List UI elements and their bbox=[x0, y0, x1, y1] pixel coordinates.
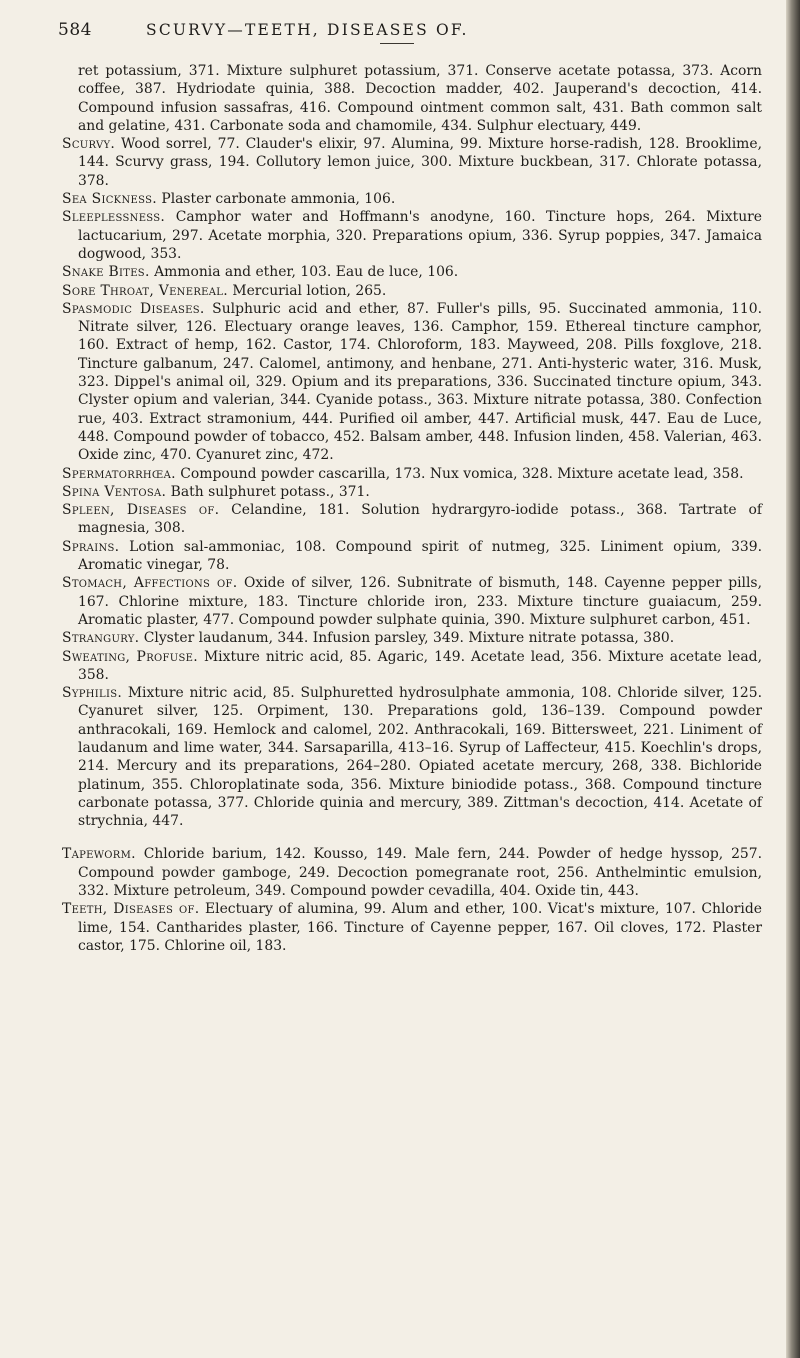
entry-heading: Spleen, Diseases of. bbox=[62, 502, 220, 519]
index-entry-strangury bbox=[62, 629, 762, 647]
entry-text: Sulphuric acid and ether, 87. Fuller's pills, 95. Succinated ammonia, 110. Nitrate silver, 126. Electuary orange leaves, 136. Camphor, 159. Ethereal tincture camphor, 160. Extract of hemp, 162. Castor, 174. Chloroform, 183. Mayweed, 208. Pills foxglove, 218. Tincture galbanum, 247. Calomel, antimony, and henbane, 271. Anti-hysteric water, 316. Musk, 323. Dippel's animal oil, 329. Opium and its preparations, 336. Succinated tincture opium, 343. Clyster opium and valerian, 344. Cyanide potass., 363. Mixture nitrate potassa, 380. Confection rue, 403. Extract stramonium, 444. Purified oil amber, 447. Artificial musk, 447. Eau de Luce, 448. Compound powder of tobacco, 452. Balsam amber, 448. Infusion linden, 458. Valerian, 463. Oxide zinc, 470. Cyanuret zinc, 472. bbox=[78, 300, 762, 464]
entry-heading: Scurvy. bbox=[62, 136, 116, 153]
entry-text: Plaster carbonate ammonia, 106. bbox=[156, 191, 396, 208]
index-entry-syphilis bbox=[62, 684, 762, 830]
entry-heading: Sore Throat, Venereal. bbox=[62, 282, 228, 299]
entry-heading: Spermatorrhœa. bbox=[62, 465, 176, 482]
page-edge-shadow bbox=[786, 0, 800, 1358]
entry-text: Bath sulphuret potass., 371. bbox=[166, 483, 370, 500]
entry-text: Clyster laudanum, 344. Infusion parsley, 349. Mixture nitrate potassa, 380. bbox=[139, 630, 675, 647]
page-header bbox=[58, 20, 762, 50]
entry-text: Mixture nitric acid, 85. Agaric, 149. Acetate lead, 356. Mixture acetate lead, 358. bbox=[78, 648, 762, 683]
entry-text: Wood sorrel, 77. Clauder's elixir, 97. Alumina, 99. Mixture horse-radish, 128. Brooklime, 144. Scurvy grass, 194. Collutory lemon juice, 300. Mixture buckbean, 317. Chlorate potassa, 378. bbox=[78, 136, 762, 189]
entry-text: Mixture nitric acid, 85. Sulphuretted hydrosulphate ammonia, 108. Chloride silver, 125. Cyanuret silver, 125. Orpiment, 130. Preparations gold, 136–139. Compound powder anthracokali, 169. Hemlock and calomel, 202. Anthracokali, 169. Bittersweet, 221. Liniment of laudanum and lime water, 344. Sarsaparilla, 413–16. Syrup of Laffecteur, 415. Koechlin's drops, 214. Mercury and its preparations, 264–280. Opiated acetate mercury, 268, 338. Bichloride platinum, 355. Chloroplatinate soda, 356. Mixture biniodide potass., 368. Compound tincture carbonate potassa, 377. Chloride quinia and mercury, 389. Zittman's decoction, 414. Acetate of strychnia, 447. bbox=[78, 685, 762, 830]
index-entry-sore-throat bbox=[62, 282, 762, 300]
entry-text: Celandine, 181. Solution hydrargyro-iodide potass., 368. Tartrate of magnesia, 308. bbox=[78, 502, 762, 537]
entry-text: Ammonia and ether, 103. Eau de luce, 106. bbox=[149, 264, 459, 281]
entry-text: Mercurial lotion, 265. bbox=[227, 282, 387, 299]
entry-heading: Tapeworm. bbox=[62, 846, 136, 863]
entry-text: Compound powder cascarilla, 173. Nux vomica, 328. Mixture acetate lead, 358. bbox=[175, 465, 744, 482]
entry-heading: Sprains. bbox=[62, 538, 120, 555]
entry-heading: Syphilis. bbox=[62, 685, 123, 702]
entry-heading: Teeth, Diseases of. bbox=[62, 901, 200, 918]
entry-text: Electuary of alumina, 99. Alum and ether, 100. Vicat's mixture, 107. Chloride lime, 154. Cantharides plaster, 166. Tincture of Cayenne pepper, 167. Oil cloves, 172. Plaster castor, 175. Chlorine oil, 183. bbox=[78, 901, 762, 954]
index-entry-teeth bbox=[62, 900, 762, 955]
index-entry-scurvy bbox=[62, 135, 762, 190]
index-entry-spleen bbox=[62, 501, 762, 538]
index-entry-snake-bites bbox=[62, 263, 762, 281]
index-entry-tapeworm bbox=[62, 845, 762, 900]
entry-text: Oxide of silver, 126. Subnitrate of bismuth, 148. Cayenne pepper pills, 167. Chlorine mixture, 183. Tincture chloride iron, 233. Mixture tincture guaiacum, 259. Aromatic plaster, 477. Compound powder sulphate quinia, 390. Mixture sulphuret carbon, 451. bbox=[78, 575, 762, 628]
page-number: 584 bbox=[58, 20, 92, 40]
entry-heading: Sweating, Profuse. bbox=[62, 648, 198, 665]
index-entry: ret potassium, 371. Mixture sulphuret potassium, 371. Conserve acetate potassa, 373. Acorn coffee, 387. Hydriodate quinia, 388. Decoction madder, 402. Jauperand's decoction, 414. Compound infusion sassafras, 416. Compound ointment common salt, 431. Bath common salt and gelatine, 431. Carbonate soda and chamomile, 434. Sulphur electuary, 449. bbox=[78, 63, 762, 134]
index-entry-stomach bbox=[62, 574, 762, 629]
entry-heading: Sea Sickness. bbox=[62, 191, 157, 208]
entry-text: Chloride barium, 142. Kousso, 149. Male fern, 244. Powder of hedge hyssop, 257. Compound powder gamboge, 249. Decoction pomegranate root, 256. Anthelmintic emulsion, 332. Mixture petroleum, 349. Compound powder cevadilla, 404. Oxide tin, 443. bbox=[78, 846, 762, 900]
entry-heading: Spina Ventosa. bbox=[62, 483, 167, 500]
entry-heading: Stomach, Affections of. bbox=[62, 575, 238, 592]
header-rule bbox=[380, 43, 414, 44]
entry-heading: Spasmodic Diseases. bbox=[62, 300, 205, 317]
index-entry-spermatorrhoea bbox=[62, 465, 762, 483]
index-entry-sprains bbox=[62, 538, 762, 575]
entry-heading: Snake Bites. bbox=[62, 264, 150, 281]
entry-heading: Strangury. bbox=[62, 630, 140, 647]
entry-text: Lotion sal-ammoniac, 108. Compound spirit of nutmeg, 325. Liniment opium, 339. Aromatic vinegar, 78. bbox=[78, 538, 762, 574]
index-entry-spina-ventosa bbox=[62, 483, 762, 501]
index-entry-sea-sickness bbox=[62, 190, 762, 208]
index-entry-sweating bbox=[62, 648, 762, 685]
entry-heading: Sleeplessness. bbox=[62, 209, 166, 226]
index-entry-sleeplessness bbox=[62, 208, 762, 263]
entry-text: Camphor water and Hoffmann's anodyne, 160. Tincture hops, 264. Mixture lactucarium, 297. Acetate morphia, 320. Preparations opium, 336. Syrup poppies, 347. Jamaica dogwood, 353. bbox=[78, 209, 762, 262]
index-entry-spasmodic-diseases bbox=[62, 300, 762, 465]
index-body bbox=[62, 62, 762, 955]
book-page bbox=[58, 20, 762, 955]
running-head: SCURVY—TEETH, DISEASES OF. bbox=[146, 21, 469, 39]
